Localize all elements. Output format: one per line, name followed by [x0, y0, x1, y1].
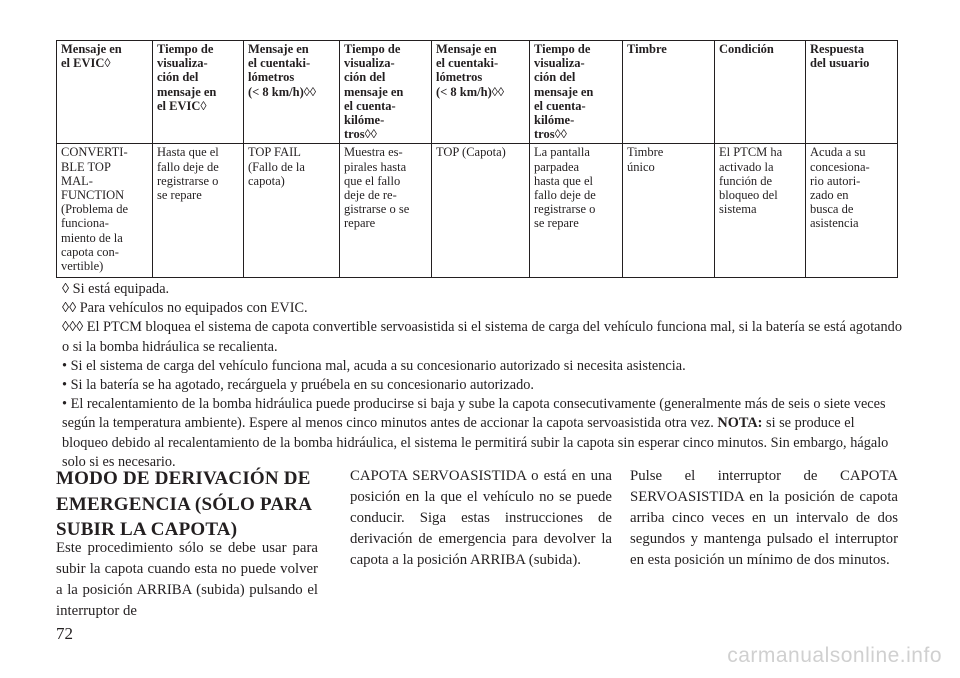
footnote-ptcm: ◊◊◊ El PTCM bloquea el sistema de capota convertible servoasistida si el sistema de carga del vehículo funciona mal, si la batería se está agotando o si la bomba hidráulica se recalienta. [62, 319, 902, 355]
body-column-1: Este procedimiento sólo se debe usar para subir la capota cuando esta no puede volver a la posición ARRIBA (subida) pulsando el interruptor de [56, 540, 318, 619]
table-row [57, 144, 898, 278]
cell-evic-message: CONVERTI- BLE TOP MAL- FUNCTION (Problema de funciona- miento de la capota con- vertible) [57, 144, 153, 278]
header-evic-display-time: Tiempo de visualiza- ción del mensaje en el EVIC◊ [153, 41, 244, 144]
cell-condition: El PTCM ha activado la función de bloqueo del sistema [715, 144, 806, 278]
body-column-2: CAPOTA SERVOASISTIDA o está en una posición en la que el vehículo no se puede conducir. Siga estas instrucciones de derivación de emergencia para devolver la capota a la posición ARRIBA (subida). [350, 468, 612, 568]
footnote-no-evic: ◊◊ Para vehículos no equipados con EVIC. [62, 300, 308, 317]
bullet-pump-overheat [62, 395, 902, 472]
page-number: 72 [56, 624, 73, 643]
header-chime: Timbre [623, 41, 715, 144]
note-label: NOTA: [717, 415, 763, 432]
header-odometer-display-time-2: Tiempo de visualiza- ción del mensaje en el cuenta- kilóme- tros◊◊ [530, 41, 623, 144]
cell-odometer-display-time: Muestra es- pirales hasta que el fallo deje de re- gistrarse o se repare [340, 144, 432, 278]
cell-chime: Timbre único [623, 144, 715, 278]
header-evic-message: Mensaje en el EVIC◊ [57, 41, 153, 144]
footnote-equipped: ◊ Si está equipada. [62, 281, 170, 297]
cell-evic-display-time: Hasta que el fallo deje de registrarse o se repare [153, 144, 244, 278]
bullet-pump-text: • El recalentamiento de la bomba hidráulica puede producirse si baja y sube la capota consecutivamente (generalmente más de seis o siete veces según la temperatura ambiente). Espere al menos cinco minutos antes de accionar la capota servoasistida otra vez. [62, 396, 886, 432]
cell-odometer-message-2: TOP (Capota) [432, 144, 530, 278]
header-odometer-display-time: Tiempo de visualiza- ción del mensaje en el cuenta- kilóme- tros◊◊ [340, 41, 432, 144]
cell-odometer-display-time-2: La pantalla parpadea hasta que el fallo deje de registrarse o se repare [530, 144, 623, 278]
site-watermark: carmanualsonline.info [727, 644, 942, 667]
body-column-3: Pulse el interruptor de CAPOTA SERVOASISTIDA en la posición de capota arriba cinco veces en un intervalo de dos segundos y mantenga pulsado el interruptor en esta posición un mínimo de dos minutos. [630, 468, 898, 568]
warning-message-table [56, 40, 898, 278]
bullet-charging-system: • Si el sistema de carga del vehículo funciona mal, acuda a su concesionario autorizado si necesita asistencia. [62, 357, 686, 374]
table-footnotes [62, 280, 902, 472]
header-odometer-message-2: Mensaje en el cuentaki- lómetros (< 8 km/h)◊◊ [432, 41, 530, 144]
section-heading: MODO DE DERIVACIÓN DE EMERGENCIA (SÓLO PARA SUBIR LA CAPOTA) [56, 468, 312, 540]
table-header-row [57, 41, 898, 144]
cell-user-response: Acuda a su concesiona- rio autori- zado en busca de asistencia [806, 144, 898, 278]
header-condition: Condición [715, 41, 806, 144]
header-user-response: Respuesta del usuario [806, 41, 898, 144]
cell-odometer-message: TOP FAIL (Fallo de la capota) [244, 144, 340, 278]
bullet-battery: • Si la batería se ha agotado, recárguela y pruébela en su concesionario autorizado. [62, 377, 534, 394]
header-odometer-message: Mensaje en el cuentaki- lómetros (< 8 km/h)◊◊ [244, 41, 340, 144]
bullet-pump-note-text: si se produce el bloqueo debido al recalentamiento de la bomba hidráulica, el sistema le permitirá subir la capota sin esperar cinco minutos. Sin embargo, hágalo solo si es necesario. [62, 415, 889, 470]
